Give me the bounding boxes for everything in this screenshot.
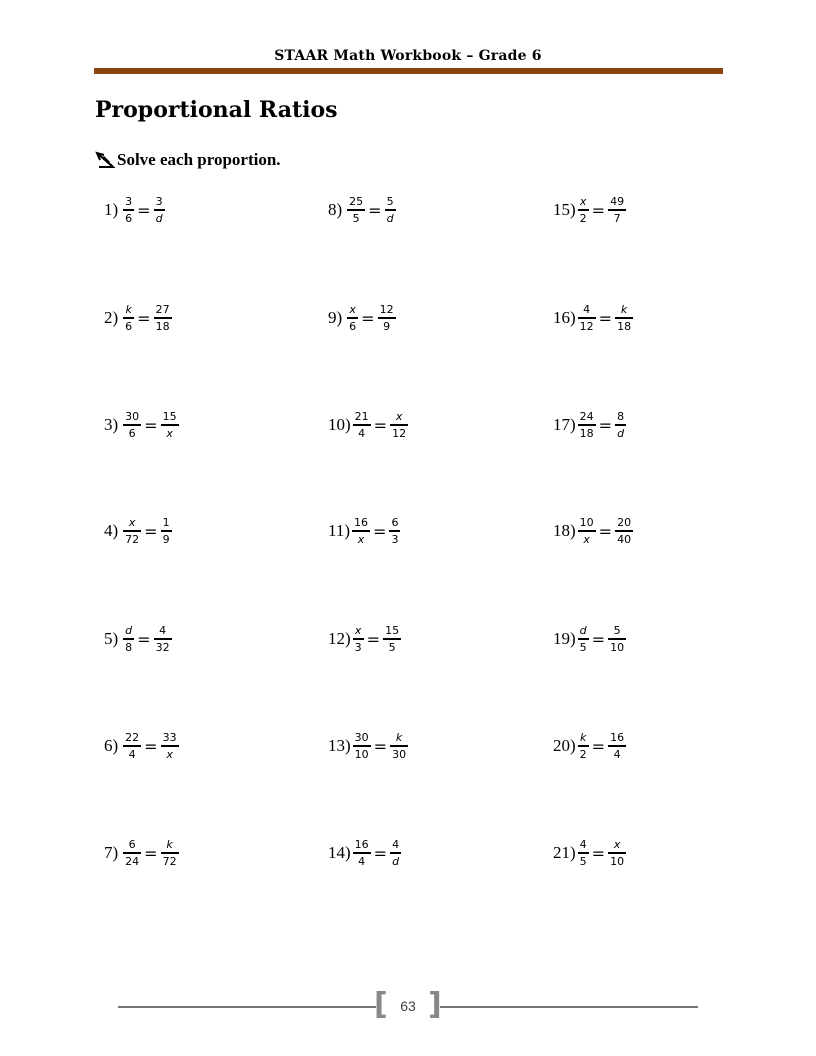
fraction — [615, 516, 633, 546]
fraction-bar — [390, 745, 408, 747]
fraction-bar — [353, 424, 371, 426]
numerator: 3 — [155, 195, 163, 209]
fraction — [385, 195, 396, 225]
fraction-bar — [578, 317, 596, 319]
denominator: 2 — [579, 747, 587, 761]
fraction — [578, 410, 596, 440]
page-number: 63 — [400, 998, 416, 1014]
denominator: x — [166, 747, 173, 761]
fraction-bar — [161, 852, 179, 854]
fraction — [123, 516, 141, 546]
equals-sign: = — [137, 629, 151, 649]
denominator: 4 — [128, 747, 136, 761]
footer-line-right — [440, 1006, 698, 1008]
problem-item — [553, 511, 634, 551]
header-title: STAAR Math Workbook – Grade 6 — [274, 48, 542, 64]
denominator: 30 — [392, 747, 407, 761]
problem-item — [104, 726, 180, 766]
denominator: 8 — [125, 640, 133, 654]
fraction — [352, 516, 370, 546]
fraction — [161, 410, 179, 440]
numerator: 21 — [354, 410, 369, 424]
problem-item — [328, 726, 409, 766]
problem-number: 11) — [328, 521, 351, 540]
denominator: x — [357, 532, 365, 546]
fraction — [615, 410, 626, 440]
fraction — [353, 731, 371, 761]
equals-sign: = — [598, 415, 613, 435]
denominator: 3 — [354, 640, 362, 654]
problem-number: 20) — [553, 736, 576, 755]
numerator: x — [395, 410, 403, 424]
fraction-bar — [123, 317, 134, 319]
fraction — [390, 731, 408, 761]
problem-item — [553, 833, 627, 873]
fraction-bar — [347, 317, 358, 319]
numerator: 6 — [391, 516, 399, 530]
problem-number: 6) — [104, 736, 119, 755]
fraction-bar — [383, 638, 401, 640]
denominator: 10 — [610, 854, 625, 868]
denominator: 40 — [617, 532, 632, 546]
numerator: 4 — [159, 624, 167, 638]
equals-sign: = — [137, 200, 151, 220]
denominator: 9 — [162, 532, 170, 546]
problem-number: 7) — [104, 843, 119, 862]
fraction — [608, 838, 626, 868]
numerator: 22 — [125, 731, 140, 745]
denominator: 5 — [352, 211, 360, 225]
problem-number: 15) — [553, 200, 576, 219]
problem-number: 13) — [328, 736, 351, 755]
fraction-bar — [615, 424, 626, 426]
denominator: 6 — [349, 319, 357, 333]
fraction — [578, 624, 589, 654]
fraction — [123, 303, 134, 333]
numerator: 20 — [617, 516, 632, 530]
footer-bracket-right: ] — [428, 987, 442, 1022]
problem-number: 14) — [328, 843, 351, 862]
fraction — [578, 303, 596, 333]
fraction-bar — [161, 530, 172, 532]
instruction — [95, 150, 281, 170]
fraction — [578, 195, 589, 225]
denominator: d — [392, 854, 400, 868]
fraction-bar — [154, 638, 172, 640]
numerator: 4 — [583, 303, 591, 317]
problem-number: 19) — [553, 629, 576, 648]
problem-item — [104, 833, 180, 873]
numerator: 5 — [386, 195, 394, 209]
fraction — [123, 731, 141, 761]
problem-number: 12) — [328, 629, 351, 648]
equals-sign: = — [144, 843, 158, 863]
fraction — [353, 410, 371, 440]
denominator: 12 — [579, 319, 594, 333]
fraction — [615, 303, 633, 333]
equals-sign: = — [598, 521, 613, 541]
problem-item — [328, 298, 397, 338]
denominator: 24 — [125, 854, 140, 868]
fraction — [123, 410, 141, 440]
denominator: 10 — [354, 747, 369, 761]
denominator: x — [583, 532, 590, 546]
pencil-icon — [95, 151, 117, 169]
fraction-bar — [578, 745, 589, 747]
numerator: 12 — [379, 303, 394, 317]
fraction-bar — [353, 745, 371, 747]
problem-number: 4) — [104, 521, 119, 540]
numerator: x — [128, 516, 136, 530]
fraction-bar — [578, 424, 596, 426]
denominator: x — [166, 426, 173, 440]
fraction — [154, 624, 172, 654]
problem-item — [104, 190, 166, 230]
equals-sign: = — [137, 308, 151, 328]
numerator: k — [166, 838, 173, 852]
fraction-bar — [578, 530, 596, 532]
equals-sign: = — [591, 200, 606, 220]
numerator: 3 — [125, 195, 133, 209]
fraction — [389, 516, 400, 546]
numerator: 30 — [354, 731, 369, 745]
numerator: 16 — [354, 516, 369, 530]
fraction — [608, 731, 626, 761]
numerator: d — [125, 624, 133, 638]
numerator: k — [579, 731, 587, 745]
numerator: 24 — [579, 410, 594, 424]
equals-sign: = — [591, 843, 606, 863]
fraction — [578, 516, 596, 546]
fraction — [608, 195, 626, 225]
denominator: d — [155, 211, 163, 225]
numerator: k — [620, 303, 628, 317]
denominator: 2 — [579, 211, 587, 225]
fraction — [154, 303, 172, 333]
numerator: 16 — [610, 731, 625, 745]
fraction-bar — [390, 852, 401, 854]
denominator: 18 — [155, 319, 170, 333]
fraction-bar — [161, 745, 179, 747]
denominator: 18 — [617, 319, 632, 333]
fraction — [578, 731, 589, 761]
problem-item — [553, 190, 627, 230]
fraction — [378, 303, 396, 333]
problem-number: 8) — [328, 200, 343, 219]
fraction — [353, 838, 371, 868]
footer-bracket-left: [ — [374, 987, 388, 1022]
numerator: 15 — [385, 624, 400, 638]
equals-sign: = — [373, 736, 388, 756]
fraction-bar — [389, 530, 400, 532]
denominator: 6 — [125, 319, 133, 333]
denominator: 10 — [610, 640, 625, 654]
numerator: 5 — [613, 624, 621, 638]
denominator: 4 — [358, 854, 366, 868]
equals-sign: = — [144, 415, 158, 435]
fraction-bar — [123, 745, 141, 747]
equals-sign: = — [373, 415, 388, 435]
numerator: x — [349, 303, 356, 317]
numerator: 4 — [392, 838, 400, 852]
fraction-bar — [353, 638, 364, 640]
equals-sign: = — [373, 521, 387, 541]
problem-item — [553, 298, 634, 338]
fraction — [123, 624, 134, 654]
problem-number: 21) — [553, 843, 576, 862]
footer-line-left — [118, 1006, 376, 1008]
problem-item — [553, 405, 627, 445]
problem-item — [328, 619, 402, 659]
denominator: 4 — [358, 426, 366, 440]
numerator: x — [613, 838, 621, 852]
fraction-bar — [347, 209, 365, 211]
problem-item — [104, 298, 173, 338]
fraction-bar — [608, 745, 626, 747]
problem-item — [328, 405, 409, 445]
fraction-bar — [608, 209, 626, 211]
fraction-bar — [578, 209, 589, 211]
problem-item — [104, 405, 180, 445]
denominator: 3 — [391, 532, 399, 546]
fraction-bar — [385, 209, 396, 211]
fraction — [347, 303, 358, 333]
fraction — [578, 838, 589, 868]
denominator: 6 — [128, 426, 136, 440]
problem-number: 2) — [104, 308, 119, 327]
problem-item — [553, 726, 627, 766]
fraction — [347, 195, 365, 225]
fraction — [353, 624, 364, 654]
fraction-bar — [608, 638, 626, 640]
fraction-bar — [578, 852, 589, 854]
fraction — [390, 838, 401, 868]
numerator: 6 — [128, 838, 136, 852]
numerator: 27 — [155, 303, 170, 317]
denominator: 4 — [613, 747, 621, 761]
denominator: 6 — [125, 211, 133, 225]
equals-sign: = — [373, 843, 388, 863]
problem-item — [328, 833, 402, 873]
fraction-bar — [352, 530, 370, 532]
numerator: 15 — [162, 410, 177, 424]
fraction — [390, 410, 408, 440]
fraction — [161, 838, 179, 868]
numerator: 4 — [579, 838, 587, 852]
fraction — [161, 731, 179, 761]
denominator: 18 — [579, 426, 594, 440]
fraction — [161, 516, 172, 546]
denominator: d — [386, 211, 394, 225]
numerator: 49 — [610, 195, 625, 209]
denominator: 9 — [383, 319, 391, 333]
fraction — [123, 195, 134, 225]
equals-sign: = — [591, 736, 606, 756]
equals-sign: = — [368, 200, 382, 220]
fraction-bar — [378, 317, 396, 319]
denominator: 5 — [388, 640, 396, 654]
equals-sign: = — [144, 521, 158, 541]
numerator: 10 — [579, 516, 594, 530]
problem-number: 10) — [328, 415, 351, 434]
numerator: x — [579, 195, 587, 209]
numerator: k — [395, 731, 403, 745]
problem-item — [328, 190, 397, 230]
numerator: 8 — [617, 410, 625, 424]
denominator: 32 — [155, 640, 170, 654]
page-title: Proportional Ratios — [95, 97, 338, 123]
numerator: x — [354, 624, 362, 638]
header-rule — [94, 68, 723, 74]
fraction — [383, 624, 401, 654]
numerator: 16 — [354, 838, 369, 852]
numerator: 25 — [349, 195, 364, 209]
fraction-bar — [154, 209, 165, 211]
problem-item — [104, 511, 173, 551]
instruction-text: Solve each proportion. — [117, 150, 281, 169]
numerator: 1 — [162, 516, 170, 530]
equals-sign: = — [591, 629, 606, 649]
problem-number: 1) — [104, 200, 119, 219]
denominator: 5 — [579, 854, 587, 868]
problem-number: 17) — [553, 415, 576, 434]
denominator: 7 — [613, 211, 621, 225]
problem-number: 5) — [104, 629, 119, 648]
fraction-bar — [123, 638, 134, 640]
denominator: 72 — [125, 532, 140, 546]
equals-sign: = — [366, 629, 381, 649]
equals-sign: = — [361, 308, 375, 328]
problem-number: 9) — [328, 308, 343, 327]
fraction-bar — [353, 852, 371, 854]
fraction-bar — [578, 638, 589, 640]
fraction-bar — [615, 530, 633, 532]
fraction — [123, 838, 141, 868]
fraction-bar — [123, 209, 134, 211]
numerator: 33 — [162, 731, 177, 745]
problem-number: 16) — [553, 308, 576, 327]
denominator: d — [617, 426, 625, 440]
fraction — [608, 624, 626, 654]
fraction-bar — [123, 424, 141, 426]
fraction-bar — [390, 424, 408, 426]
fraction-bar — [154, 317, 172, 319]
fraction-bar — [123, 530, 141, 532]
problem-number: 3) — [104, 415, 119, 434]
fraction-bar — [615, 317, 633, 319]
problem-number: 18) — [553, 521, 576, 540]
problem-item — [553, 619, 627, 659]
fraction-bar — [161, 424, 179, 426]
denominator: 12 — [392, 426, 407, 440]
numerator: 30 — [125, 410, 140, 424]
numerator: d — [579, 624, 587, 638]
equals-sign: = — [598, 308, 613, 328]
equals-sign: = — [144, 736, 158, 756]
fraction-bar — [123, 852, 141, 854]
numerator: k — [125, 303, 132, 317]
fraction-bar — [608, 852, 626, 854]
fraction — [154, 195, 165, 225]
problem-item — [104, 619, 173, 659]
denominator: 72 — [162, 854, 177, 868]
denominator: 5 — [579, 640, 587, 654]
problem-item — [328, 511, 401, 551]
